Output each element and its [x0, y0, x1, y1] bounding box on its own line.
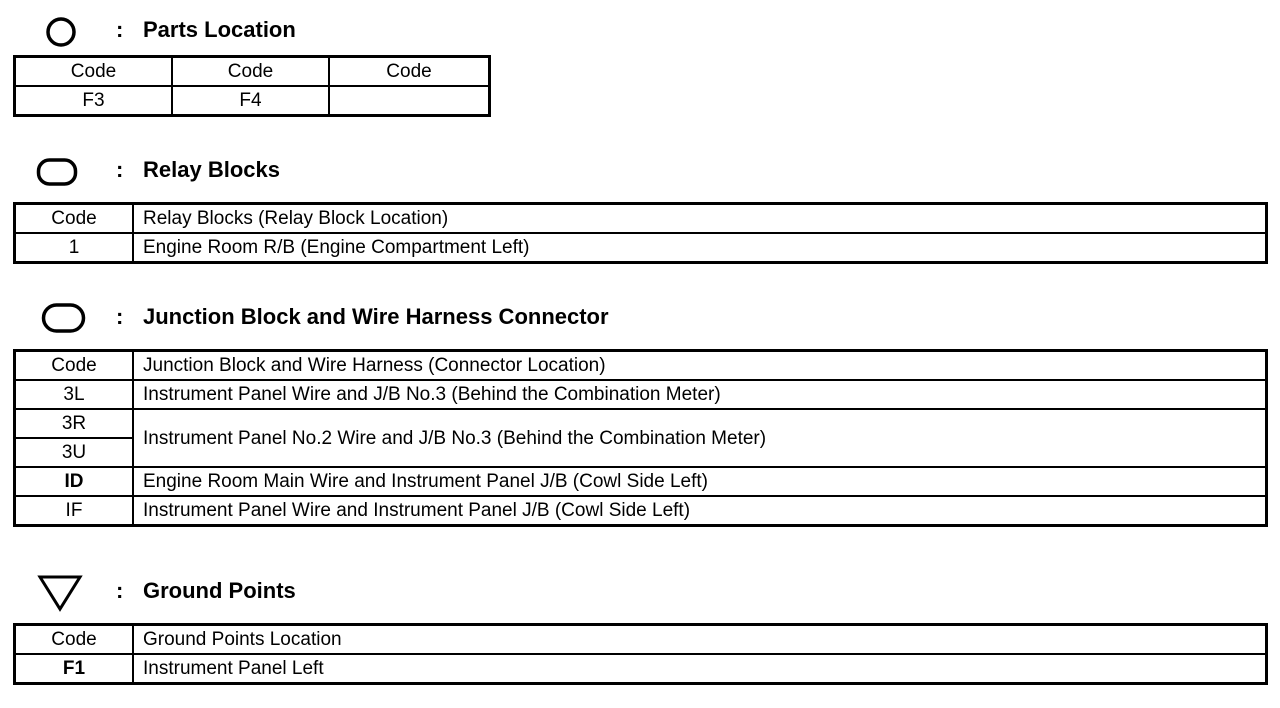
- table-header-row: [15, 351, 1267, 381]
- header-cell: Code: [15, 57, 173, 87]
- table-row: [15, 409, 1267, 438]
- header-desc-cell: Ground Points Location: [133, 625, 1267, 655]
- code-cell: [329, 86, 490, 116]
- ground-points-header: [0, 574, 1000, 614]
- section-colon: :: [116, 578, 124, 603]
- table-header-row: [15, 57, 490, 87]
- code-cell: ID: [15, 467, 134, 496]
- section-colon: :: [116, 17, 124, 42]
- desc-cell: Engine Room R/B (Engine Compartment Left): [133, 233, 1267, 263]
- code-cell: F3: [15, 86, 173, 116]
- table-header-row: [15, 204, 1267, 234]
- section-title: Ground Points: [143, 578, 296, 603]
- rounded-oval-icon: [41, 302, 87, 334]
- section-colon: :: [116, 157, 124, 182]
- desc-cell: Instrument Panel No.2 Wire and J/B No.3 (Behind the Combination Meter): [133, 409, 1267, 467]
- code-cell: 3L: [15, 380, 134, 409]
- header-desc-cell: Relay Blocks (Relay Block Location): [133, 204, 1267, 234]
- header-code-cell: Code: [15, 351, 134, 381]
- junction-block-table: [13, 349, 1268, 527]
- triangle-down-icon: [36, 574, 86, 614]
- table-row: [15, 654, 1267, 684]
- table-row: [15, 467, 1267, 496]
- desc-cell: Engine Room Main Wire and Instrument Panel J/B (Cowl Side Left): [133, 467, 1267, 496]
- section-title: Relay Blocks: [143, 157, 280, 182]
- table-header-row: [15, 625, 1267, 655]
- section-title: Parts Location: [143, 17, 296, 42]
- code-cell: F4: [172, 86, 329, 116]
- header-code-cell: Code: [15, 625, 134, 655]
- relay-blocks-header: [0, 153, 1000, 193]
- rounded-rectangle-icon: [36, 157, 78, 187]
- table-row: [15, 233, 1267, 263]
- code-cell: 1: [15, 233, 134, 263]
- table-row: [15, 86, 490, 116]
- code-cell: 3U: [15, 438, 134, 467]
- code-cell: 3R: [15, 409, 134, 438]
- circle-icon: [44, 15, 78, 49]
- header-cell: Code: [172, 57, 329, 87]
- header-cell: Code: [329, 57, 490, 87]
- desc-cell: Instrument Panel Wire and J/B No.3 (Behind the Combination Meter): [133, 380, 1267, 409]
- junction-block-header: [0, 300, 1000, 340]
- section-colon: :: [116, 304, 124, 329]
- parts-location-table: [13, 55, 491, 117]
- code-cell: F1: [15, 654, 134, 684]
- header-desc-cell: Junction Block and Wire Harness (Connector Location): [133, 351, 1267, 381]
- desc-cell: Instrument Panel Wire and Instrument Panel J/B (Cowl Side Left): [133, 496, 1267, 526]
- section-title: Junction Block and Wire Harness Connector: [143, 304, 609, 329]
- parts-location-header: [0, 13, 1000, 53]
- code-cell: IF: [15, 496, 134, 526]
- table-row: [15, 380, 1267, 409]
- relay-blocks-table: [13, 202, 1268, 264]
- desc-cell: Instrument Panel Left: [133, 654, 1267, 684]
- table-row: [15, 496, 1267, 526]
- ground-points-table: [13, 623, 1268, 685]
- header-code-cell: Code: [15, 204, 134, 234]
